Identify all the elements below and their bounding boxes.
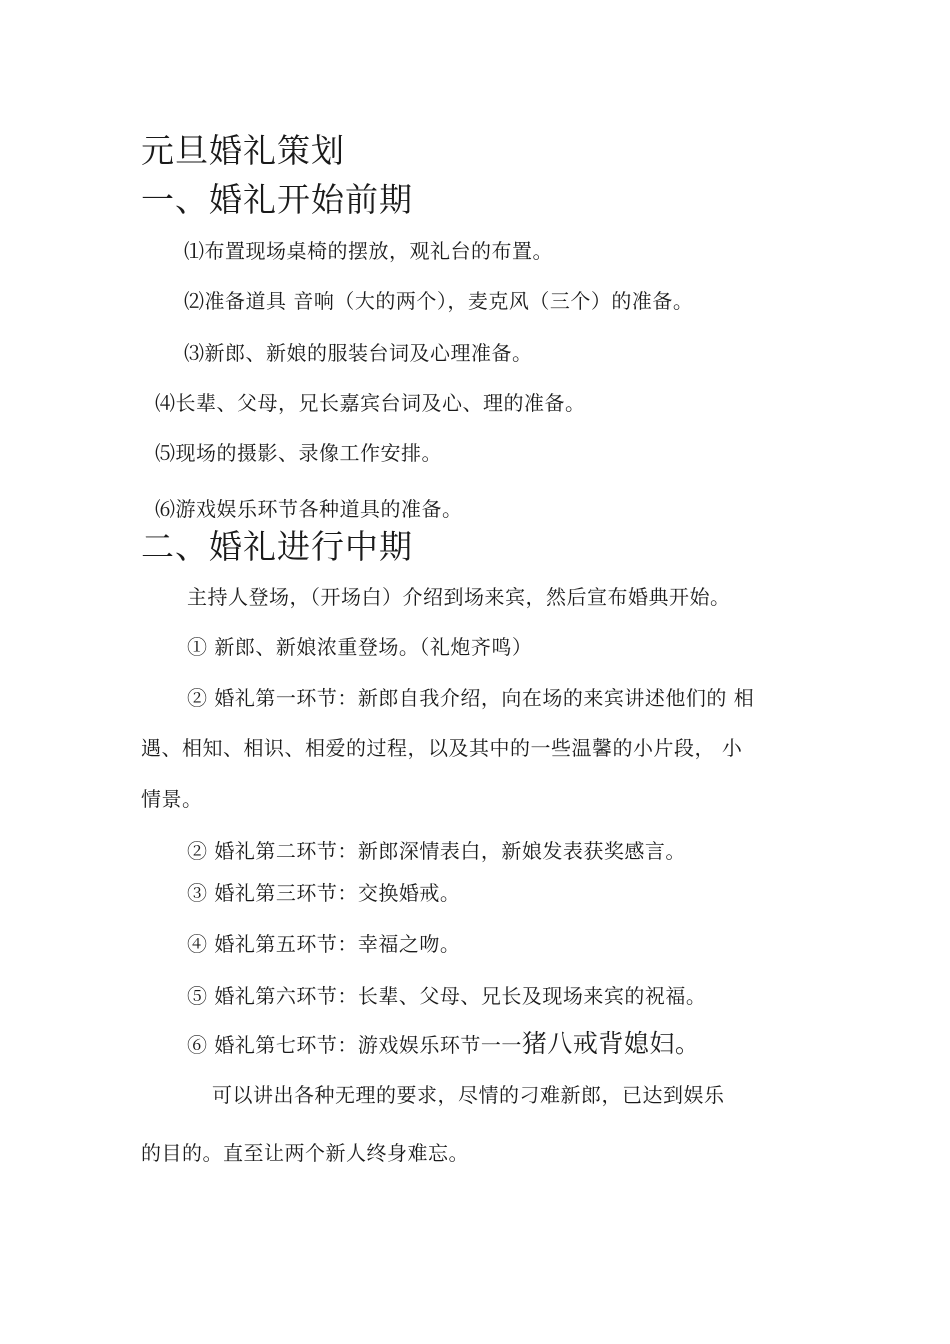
host-intro: 主持人登场，（开场白）介绍到场来宾，然后宣布婚典开始。: [187, 585, 731, 609]
ceremony-step-2-line-2: 遇、相知、相识、相爱的过程，以及其中的一些温馨的小片段， 小: [141, 736, 743, 760]
prep-item-1: ⑴布置现场桌椅的摆放，观礼台的布置。: [184, 239, 553, 263]
section-heading-1: 一、婚礼开始前期: [141, 180, 413, 219]
prep-item-6: ⑹游戏娱乐环节各种道具的准备。: [155, 497, 463, 521]
ceremony-step-3: ② 婚礼第二环节：新郎深情表白，新娘发表获奖感言。: [187, 839, 686, 863]
ceremony-step-7-emphasis: 猪八戒背媳妇。: [521, 1029, 701, 1058]
closing-line-1: 可以讲出各种无理的要求，尽情的刁难新郎，已达到娱乐: [212, 1083, 725, 1107]
prep-item-3: ⑶新郎、新娘的服装台词及心理准备。: [184, 341, 533, 365]
ceremony-step-1: ① 新郎、新娘浓重登场。（礼炮齐鸣）: [187, 635, 533, 659]
closing-line-2: 的目的。直至让两个新人终身难忘。: [141, 1141, 469, 1165]
prep-item-4: ⑷长辈、父母，兄长嘉宾台词及心、理的准备。: [155, 391, 586, 415]
ceremony-step-2-line-1: ② 婚礼第一环节：新郎自我介绍，向在场的来宾讲述他们的 相: [187, 686, 755, 710]
document-title: 元旦婚礼策划: [141, 131, 345, 170]
ceremony-step-7: [187, 1031, 700, 1058]
ceremony-step-5: ④ 婚礼第五环节：幸福之吻。: [187, 932, 461, 956]
prep-item-2: ⑵准备道具 音响（大的两个），麦克风（三个）的准备。: [184, 289, 694, 313]
ceremony-step-7-prefix: ⑥ 婚礼第七环节：游戏娱乐环节一一: [187, 1033, 522, 1057]
section-heading-2: 二、婚礼进行中期: [141, 527, 413, 566]
prep-item-5: ⑸现场的摄影、录像工作安排。: [155, 441, 442, 465]
ceremony-step-2-line-3: 情景。: [141, 787, 203, 811]
ceremony-step-4: ③ 婚礼第三环节：交换婚戒。: [187, 881, 461, 905]
ceremony-step-6: ⑤ 婚礼第六环节：长辈、父母、兄长及现场来宾的祝福。: [187, 984, 707, 1008]
